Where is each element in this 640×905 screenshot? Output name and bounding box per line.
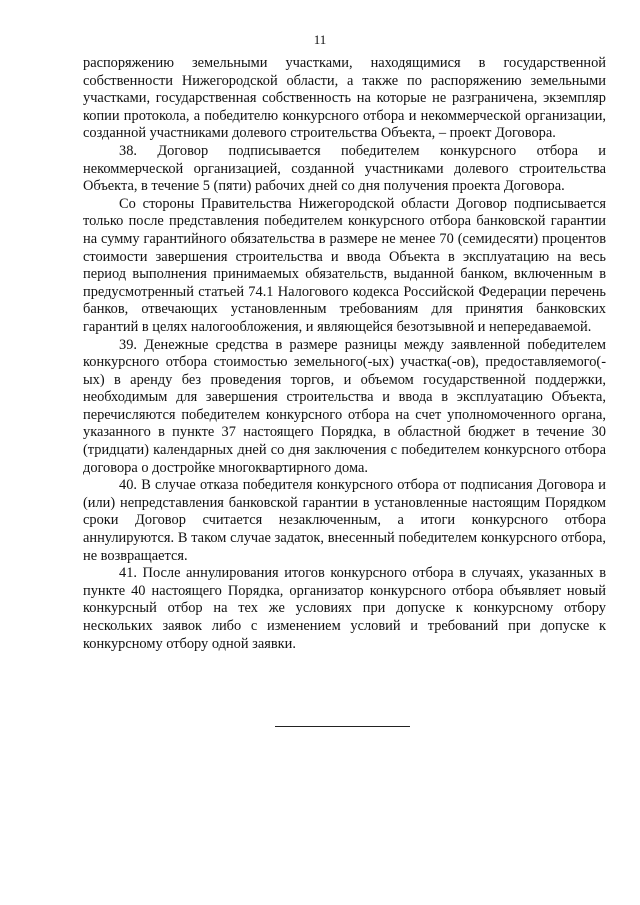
paragraph-41: 41. После аннулирования итогов конкурсного отбора в случаях, указанных в пункте 40 настоящего Порядка, организатор конкурсного отбора объявляет новый конкурсный отбор на тех же условиях при допуске к конкурсному отбору нескольких заявок либо с изменением условий и требований при допуске к конкурсному отбору одной заявки. xyxy=(83,565,606,652)
paragraph-39: 39. Денежные средства в размере разницы между заявленной победителем конкурсного отбора стоимостью земельного(-ых) участка(-ов), предоставляемого(-ых) в аренду без проведения торгов, и объемом государственной поддержки, необходимым для завершения строительства и ввода в эксплуатацию Объекта, перечисляются победителем конкурсного отбора на счет уполномоченного органа, указанного в пункте 37 настоящего Порядка, в областной бюджет в течение 30 (тридцати) календарных дней со дня заключения с победителем конкурсного отбора договора о достройке многоквартирного дома. xyxy=(83,336,606,476)
paragraph-40: 40. В случае отказа победителя конкурсного отбора от подписания Договора и (или) непредставления банковской гарантии в установленные настоящим Порядком сроки Договор считается незаключенным, а итоги конкурсного отбора аннулируются. В таком случае задаток, внесенный победителем конкурсного отбора, не возвращается. xyxy=(83,477,606,564)
end-separator-line xyxy=(275,726,410,727)
page-number: 11 xyxy=(313,32,327,47)
paragraph-continuation: распоряжению земельными участками, находящимися в государственной собственности Нижегородской области, а также по распоряжению земельными участками, государственная собственность на которые не разграничена, экземпляр копии протокола, а победителю конкурсного отбора и некоммерческой организации, созданной участниками долевого строительства Объекта, – проект Договора. xyxy=(83,55,606,142)
paragraph-38: 38. Договор подписывается победителем конкурсного отбора и некоммерческой организацией, созданной участниками долевого строительства Объекта, в течение 5 (пяти) рабочих дней со дня получения проекта Договора. xyxy=(83,142,606,195)
paragraph-38-government: Со стороны Правительства Нижегородской области Договор подписывается только после представления победителем конкурсного отбора банковской гарантии на сумму гарантийного обязательства в размере не менее 70 (семидесяти) процентов стоимости завершения строительства и ввода Объекта в эксплуатацию на весь период выполнения принимаемых обязательств, выданной банком, включенным в предусмотренный статьей 74.1 Налогового кодекса Российской Федерации перечень банков, отвечающих установленным требованиям для принятия банковских гарантий в целях налогообложения, и являющейся безотзывной и непередаваемой. xyxy=(83,195,606,335)
document-body xyxy=(83,55,606,653)
